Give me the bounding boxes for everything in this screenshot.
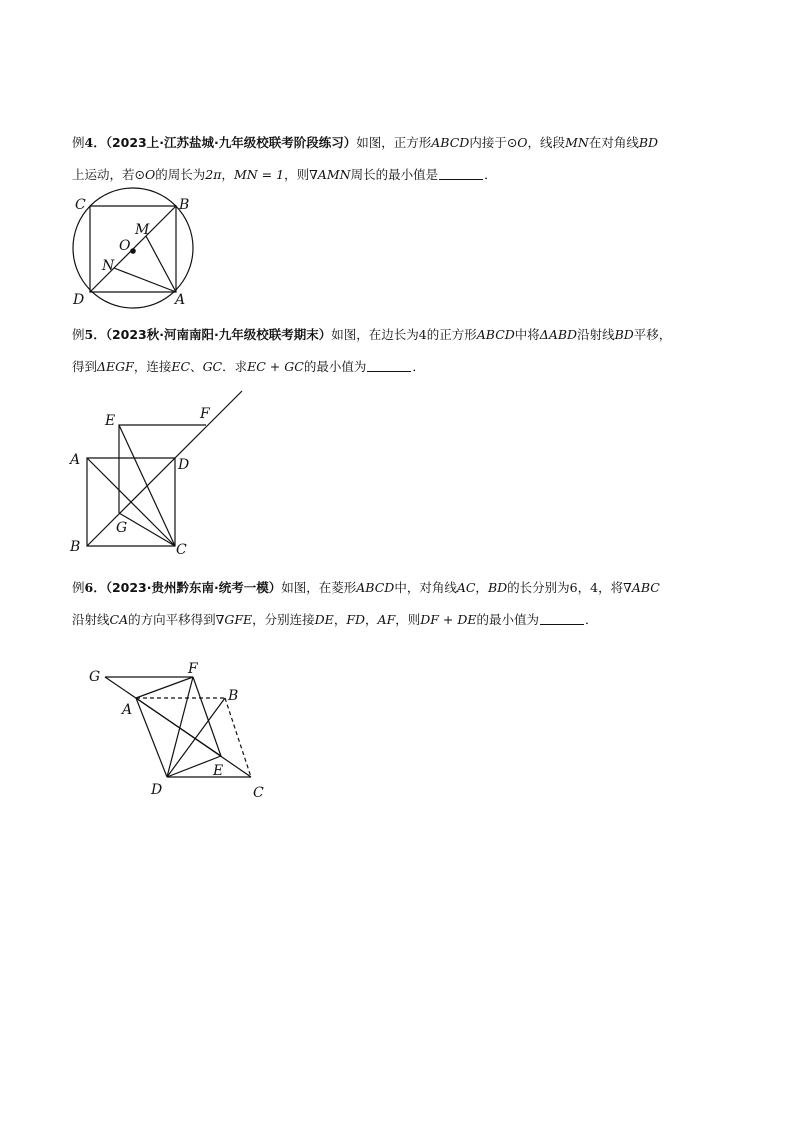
ex5-text: 的正方形 xyxy=(426,327,477,342)
ex6-text: ，则 xyxy=(395,612,421,627)
ex5-math: BD xyxy=(614,327,634,342)
ex6-math: 4 xyxy=(590,580,599,595)
ex5-text: 中将 xyxy=(514,327,540,342)
ex4-line-1 xyxy=(72,135,658,151)
ex5-text: 如图，在边长为 xyxy=(331,327,419,342)
ex5-number: 5． xyxy=(84,327,106,342)
ex4-text: ，线段 xyxy=(527,135,566,150)
label-o: O xyxy=(119,238,131,254)
segment-ec xyxy=(119,425,175,546)
label-d: D xyxy=(73,292,85,308)
side-ad xyxy=(136,698,167,777)
ex6-line-2 xyxy=(72,612,598,628)
label-e: E xyxy=(105,413,116,429)
ex4-text: ， xyxy=(221,167,234,182)
ex5-figure xyxy=(60,385,250,560)
ex5-math: ABCD xyxy=(476,327,515,342)
ex6-text: ， xyxy=(365,612,378,627)
ex4-math: ABCD xyxy=(431,135,470,150)
ex6-math: DE xyxy=(314,612,334,627)
ex6-math: AF xyxy=(377,612,396,627)
label-g: G xyxy=(116,520,128,536)
label-m: M xyxy=(135,222,150,238)
ex6-text: 沿射线 xyxy=(72,612,110,627)
ex6-text: 的最小值为 xyxy=(476,612,540,627)
ex6-text: 中，对角线 xyxy=(394,580,457,595)
segment-fe xyxy=(193,677,221,756)
ex4-math: 2π xyxy=(205,167,222,182)
ex6-math: FD xyxy=(346,612,366,627)
ex4-label: 例 xyxy=(72,135,85,150)
ex4-text: 周长的最小值是 xyxy=(350,167,439,182)
ex6-text: 的长分别为 xyxy=(507,580,570,595)
label-g: G xyxy=(89,669,101,685)
label-f: F xyxy=(200,406,210,422)
ex6-math: ∇GFE xyxy=(215,612,253,627)
ex6-figure xyxy=(85,660,275,800)
ex5-line-1 xyxy=(72,327,671,343)
ex5-source: （2023秋·河南南阳·九年级校联考期末） xyxy=(105,327,332,342)
ex6-number: 6． xyxy=(84,580,106,595)
ex5-text: ．求 xyxy=(222,359,248,374)
answer-blank xyxy=(540,612,584,625)
ex4-math: ∇AMN xyxy=(309,167,351,182)
ex4-line-2 xyxy=(72,167,497,183)
ex5-text: 沿射线 xyxy=(577,327,615,342)
ex6-math: AC xyxy=(456,580,476,595)
ex6-math: DF + DE xyxy=(420,612,477,627)
label-b: B xyxy=(179,197,190,213)
ex4-source: （2023上·江苏盐城·九年级校联考阶段练习） xyxy=(105,135,357,150)
ex5-text: 、 xyxy=(190,359,203,374)
ex6-math: BD xyxy=(487,580,508,595)
label-a: A xyxy=(122,702,133,718)
ex5-text: ． xyxy=(412,359,425,374)
ex4-text: 在对角线 xyxy=(588,135,639,150)
segment-an xyxy=(114,268,176,292)
ex6-label: 例 xyxy=(72,580,85,595)
ex6-source: （2023·贵州黔东南·统考一模） xyxy=(105,580,282,595)
answer-blank xyxy=(367,359,411,372)
ex4-number: 4． xyxy=(84,135,106,150)
label-n: N xyxy=(102,258,115,274)
ex6-text: ， xyxy=(333,612,347,627)
ex4-text: ． xyxy=(484,167,497,182)
label-b: B xyxy=(228,688,239,704)
ex5-math: ΔABD xyxy=(539,327,578,342)
ex5-text: 的最小值为 xyxy=(303,359,367,374)
ex6-text: ， xyxy=(577,580,591,595)
ex6-text: ，将 xyxy=(598,580,624,595)
ex6-text: 的方向平移得到 xyxy=(128,612,216,627)
ex4-math: MN = 1 xyxy=(233,167,285,182)
label-d: D xyxy=(151,782,163,798)
label-a: A xyxy=(175,292,186,308)
segment-am xyxy=(146,236,176,292)
ex4-text: 的周长为 xyxy=(155,167,206,182)
ex5-math: EC xyxy=(171,359,191,374)
label-c: C xyxy=(75,197,86,213)
ex4-text: 内接于⊙ xyxy=(469,135,518,150)
answer-blank xyxy=(439,167,483,180)
ex6-math: 6 xyxy=(569,580,578,595)
ex5-math: GC xyxy=(202,359,223,374)
segment-df xyxy=(167,677,193,777)
ex5-label: 例 xyxy=(72,327,85,342)
ex4-math: BD xyxy=(638,135,659,150)
segment-af xyxy=(136,677,193,698)
ex4-math: MN xyxy=(565,135,589,150)
ex5-text: 得到 xyxy=(72,359,98,374)
ex4-text: ，则 xyxy=(284,167,310,182)
ex4-text: 上运动，若⊙ xyxy=(72,167,145,182)
ex5-math: ΔEGF xyxy=(97,359,134,374)
ex5-text: ，连接 xyxy=(133,359,172,374)
label-b: B xyxy=(70,539,81,555)
label-d: D xyxy=(178,457,190,473)
ex6-line-1 xyxy=(72,580,660,596)
triangle-egf xyxy=(119,425,206,513)
label-e: E xyxy=(213,763,224,779)
ex4-text: 如图，正方形 xyxy=(356,135,432,150)
ex6-math: CA xyxy=(109,612,129,627)
ex5-line-2 xyxy=(72,359,425,375)
label-f: F xyxy=(188,661,198,677)
ex5-math: 4 xyxy=(418,327,427,342)
center-point-o xyxy=(131,249,135,253)
ex6-math: ∇ABC xyxy=(623,580,660,595)
side-bc-dashed xyxy=(225,698,251,777)
label-c: C xyxy=(176,542,187,558)
label-a: A xyxy=(70,452,81,468)
ex6-math: ABCD xyxy=(356,580,395,595)
ex4-figure xyxy=(65,192,205,308)
label-c: C xyxy=(253,785,264,801)
ex5-text: 平移， xyxy=(633,327,672,342)
ex6-text: ，分别连接 xyxy=(252,612,315,627)
ex6-text: ， xyxy=(475,580,488,595)
ex5-math: EC + GC xyxy=(247,359,304,374)
ex4-math: O xyxy=(144,167,156,182)
ex4-math: O xyxy=(517,135,528,150)
ex6-text: ． xyxy=(585,612,598,627)
ex6-text: 如图，在菱形 xyxy=(281,580,357,595)
